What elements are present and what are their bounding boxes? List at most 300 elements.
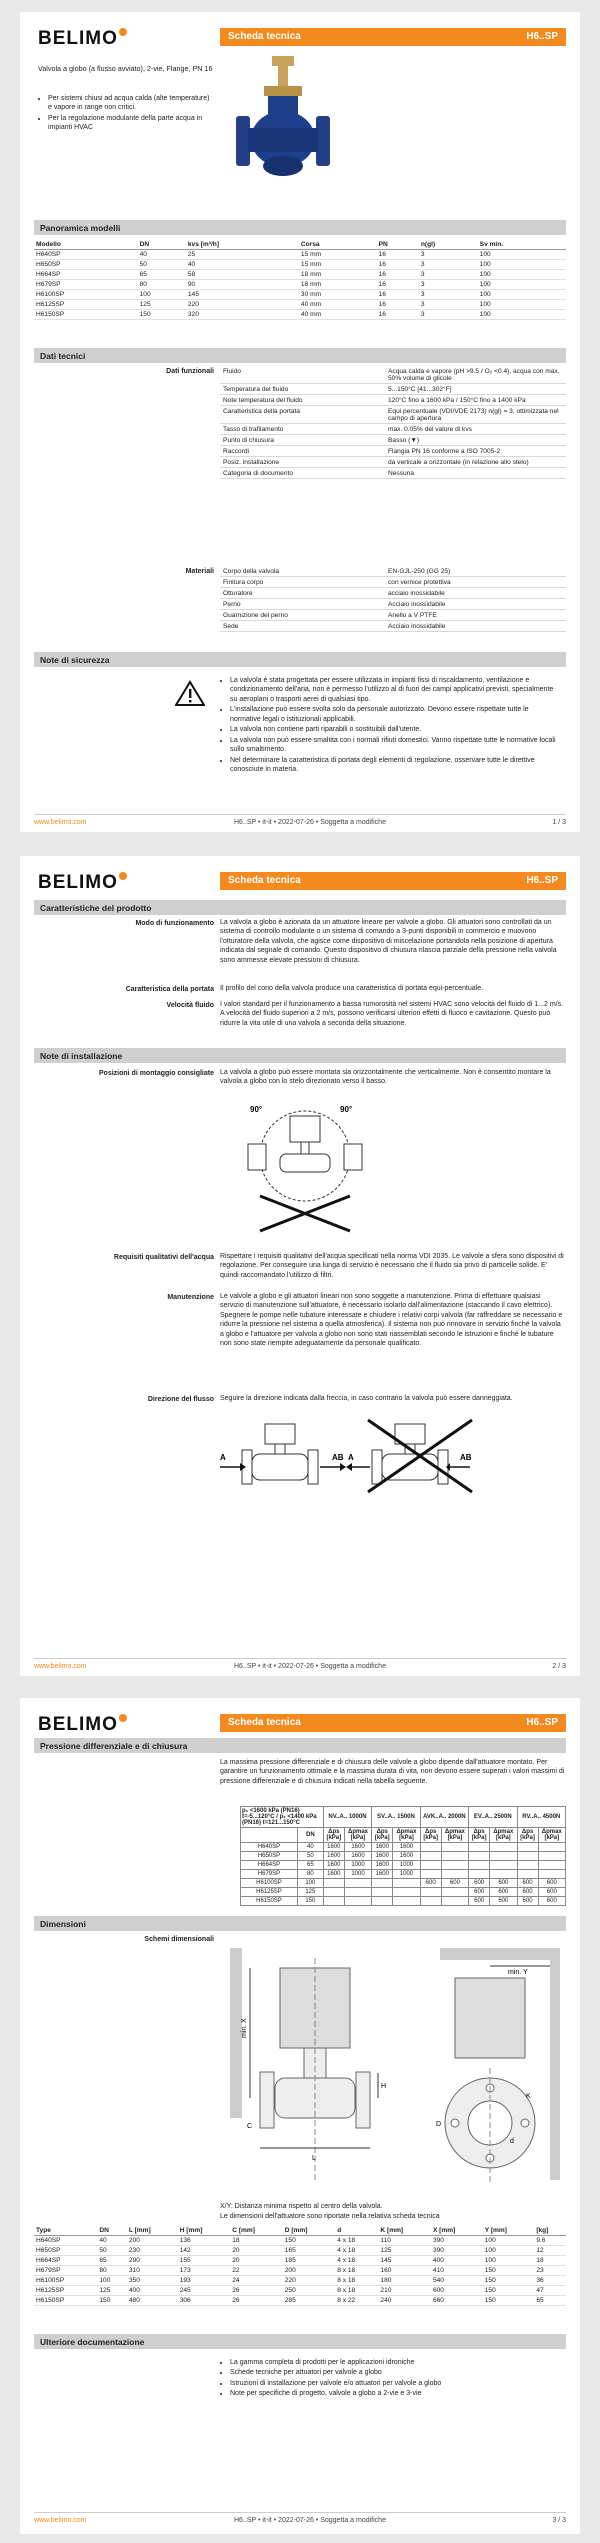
table-cell: 3 — [419, 250, 478, 260]
table-cell — [323, 1879, 344, 1888]
table-cell: H640SP — [34, 2236, 97, 2246]
table-row — [241, 1843, 566, 1852]
column-header: Modello — [34, 240, 138, 250]
column-header: Type — [34, 2226, 97, 2236]
table-cell: 173 — [178, 2266, 231, 2276]
actuator-header: AVK..A.. 2000N — [420, 1807, 468, 1828]
pressure-table — [240, 1806, 566, 1906]
dim-label-c: C — [247, 2123, 253, 2130]
subcolumn-header: Δpmax [kPa] — [344, 1828, 371, 1843]
table-cell: 40 — [97, 2236, 127, 2246]
table-cell: 155 — [178, 2256, 231, 2266]
table-cell: Sede — [220, 621, 385, 632]
table-cell: 185 — [283, 2256, 336, 2266]
table-cell: 3 — [419, 280, 478, 290]
table-cell: Anello a V PTFE — [385, 610, 566, 621]
column-header: DN — [97, 2226, 127, 2236]
table-cell — [517, 1861, 538, 1870]
table-cell: 1600 — [323, 1852, 344, 1861]
dim-label-d-outer: D — [436, 2121, 442, 2128]
table-cell: H6150SP — [34, 2296, 97, 2306]
subcolumn-header: Δps [kPa] — [372, 1828, 393, 1843]
feature-text: Il profilo del cono della valvola produce una caratteristica di portata equi-percentuale. — [220, 985, 484, 992]
table-cell: H640SP — [241, 1843, 298, 1852]
table-cell: Punto di chiusura — [220, 435, 385, 446]
dim-label-k: K — [526, 2093, 531, 2100]
table-cell: 1600 — [372, 1861, 393, 1870]
table-cell — [393, 1879, 420, 1888]
column-header: L [mm] — [127, 2226, 178, 2236]
table-cell: 1000 — [393, 1861, 420, 1870]
table-cell — [420, 1870, 441, 1879]
table-cell: Posiz. installazione — [220, 457, 385, 468]
table-cell: 290 — [127, 2256, 178, 2266]
table-cell: Categoria di documento — [220, 468, 385, 479]
install-label: Direzione del flusso — [147, 1396, 214, 1403]
table-cell: 100 — [478, 310, 566, 320]
table-cell — [538, 1861, 565, 1870]
table-cell — [517, 1870, 538, 1879]
table-cell: H679SP — [34, 280, 138, 290]
table-cell: 3 — [419, 300, 478, 310]
table-cell: 30 mm — [299, 290, 377, 300]
table-cell: 3 — [419, 290, 478, 300]
table-cell — [323, 1897, 344, 1906]
table-cell — [441, 1897, 468, 1906]
table-cell: 125 — [138, 300, 186, 310]
table-row — [241, 1888, 566, 1897]
belimo-logo: BELIMO — [38, 1714, 127, 1736]
actuator-header: SV..A.. 1500N — [372, 1807, 420, 1828]
column-header: [kg] — [534, 2226, 566, 2236]
table-cell — [372, 1888, 393, 1897]
table-cell: 8 x 18 — [335, 2276, 378, 2286]
belimo-logo: BELIMO — [38, 872, 127, 894]
table-cell: 65 — [534, 2296, 566, 2306]
pressure-conditions: p₁ <1600 kPa (PN16) t=-5...120°C / p₁ <1400 kPa (PN16) t=121...150°C — [241, 1807, 324, 1828]
column-header: K [mm] — [378, 2226, 431, 2236]
docs-list — [220, 2358, 566, 2400]
install-label: Manutenzione — [167, 1294, 214, 1301]
doc-item: • La gamma completa di prodotti per le applicazioni idroniche — [230, 2358, 566, 2367]
install-text: Rispettare i requisiti qualitativi dell'acqua specificati nella norma VDI 2035. Le valvole a sfera sono dispositivi di regolazione. Per conseguire una lunga di servizio è necessario che il fluido sia privo di particelle solide. E' quindi raccomandato l'utilizzo di filtri. — [220, 1253, 564, 1279]
table-row — [220, 406, 566, 424]
install-label: Requisiti qualitativi dell'acqua — [113, 1254, 214, 1261]
table-cell: 160 — [378, 2266, 431, 2276]
install-text: Le valvole a globo e gli attuatori lineari non sono soggette a manutenzione. Prima di effettuare qualsiasi servizio di manutenzione sull'attuatore, è necessario isolarlo dall'alimentazione (staccando il cavo elettrico). Spegnere le pompe nelle tubature interessate e chiudere i relativi corpi valvola (far raffreddare se necessario e ridurre la pressione nel sistema a quella atmosferica). Il sistema non può rinnovare in servizio finché la valvola a globo e l'attuatore per valvola a globo non sono stati riassemblati secondo le istruzioni e finché le tubature non sono state riempite adeguatamente da personale qualificato. — [220, 1293, 563, 1348]
table-cell — [344, 1897, 371, 1906]
materials-table — [220, 566, 566, 632]
table-cell: 58 — [186, 270, 299, 280]
table-cell: max. 0.05% del valore di kvs — [385, 424, 566, 435]
table-cell: 100 — [478, 290, 566, 300]
table-cell: 15 mm — [299, 250, 377, 260]
table-cell: 47 — [534, 2286, 566, 2296]
table-cell: 150 — [297, 1897, 323, 1906]
table-cell: 220 — [186, 300, 299, 310]
feature-label: Modo di funzionamento — [135, 920, 214, 927]
table-row — [34, 2276, 566, 2286]
table-row — [220, 384, 566, 395]
table-row — [220, 610, 566, 621]
table-cell: 100 — [138, 290, 186, 300]
table-cell: 9.6 — [534, 2236, 566, 2246]
table-cell: H679SP — [34, 2266, 97, 2276]
table-cell: 145 — [186, 290, 299, 300]
table-cell — [517, 1843, 538, 1852]
page-1 — [20, 12, 580, 832]
table-cell: 18 mm — [299, 280, 377, 290]
page-2 — [20, 856, 580, 1676]
table-cell: 110 — [378, 2236, 431, 2246]
subcolumn-header: Δps [kPa] — [517, 1828, 538, 1843]
table-row — [34, 2236, 566, 2246]
table-cell: Acqua calda e vapore (pH >9.5 / O₂ <0.4), acqua con max. 50% volume di glicole — [385, 366, 566, 384]
table-cell: 600 — [538, 1879, 565, 1888]
table-cell — [490, 1861, 517, 1870]
table-cell: 200 — [283, 2266, 336, 2276]
subcolumn-header: Δpmax [kPa] — [393, 1828, 420, 1843]
table-cell: 1600 — [344, 1843, 371, 1852]
table-cell: 165 — [283, 2246, 336, 2256]
table-cell: 65 — [297, 1861, 323, 1870]
table-cell: Perno — [220, 599, 385, 610]
table-cell: 600 — [490, 1897, 517, 1906]
table-cell — [441, 1870, 468, 1879]
table-cell — [420, 1888, 441, 1897]
column-header: n(gl) — [419, 240, 478, 250]
product-bullet: • Per la regolazione modulante della parte acqua in impianti HVAC — [48, 114, 213, 133]
table-cell: 8 x 18 — [335, 2266, 378, 2276]
table-cell: 150 — [483, 2276, 535, 2286]
table-cell: 5...150°C [41...302°F] — [385, 384, 566, 395]
table-row — [34, 290, 566, 300]
table-cell — [323, 1888, 344, 1897]
table-cell: 1600 — [372, 1843, 393, 1852]
table-cell: 8 x 22 — [335, 2296, 378, 2306]
table-cell: Caratteristica della portata — [220, 406, 385, 424]
dimensions-table — [34, 2226, 566, 2306]
features-heading: Caratteristiche del prodotto — [34, 900, 566, 915]
table-cell: 600 — [469, 1879, 490, 1888]
table-row — [220, 424, 566, 435]
table-cell: 310 — [127, 2266, 178, 2276]
table-cell: H664SP — [34, 270, 138, 280]
table-cell: 100 — [478, 250, 566, 260]
table-cell: H6100SP — [241, 1879, 298, 1888]
functional-label: Dati funzionali — [166, 368, 214, 375]
doc-item: • Note per specifiche di progetto, valvole a globo a 2-vie e 3-vie — [230, 2389, 566, 2398]
subcolumn-header: Δps [kPa] — [469, 1828, 490, 1843]
table-cell: 100 — [297, 1879, 323, 1888]
table-cell: 65 — [97, 2256, 127, 2266]
mounting-positions-diagram — [230, 1096, 380, 1236]
table-row — [220, 577, 566, 588]
flow-label-ab: AB — [332, 1453, 344, 1462]
table-cell: 40 mm — [299, 300, 377, 310]
table-cell — [469, 1852, 490, 1861]
table-row — [34, 300, 566, 310]
dimension-drawing — [220, 1948, 566, 2198]
table-cell: 1600 — [393, 1852, 420, 1861]
table-cell: Note temperatura del fluido — [220, 395, 385, 406]
table-cell: Flangia PN 16 conforme a ISO 7005-2 — [385, 446, 566, 457]
table-cell: EN-GJL-250 (GG 25) — [385, 566, 566, 577]
table-row — [241, 1870, 566, 1879]
table-cell: 230 — [127, 2246, 178, 2256]
table-cell — [538, 1852, 565, 1861]
table-cell: 400 — [127, 2286, 178, 2296]
footer-2: www.belimo.com H6..SP • it-it • 2022-07-26 • Soggetta a modifiche 2 / 3 — [34, 1658, 566, 1670]
table-cell: 26 — [230, 2286, 283, 2296]
column-header: kvs [m³/h] — [186, 240, 299, 250]
footer-3: www.belimo.com H6..SP • it-it • 2022-07-26 • Soggetta a modifiche 3 / 3 — [34, 2512, 566, 2524]
table-cell: 12 — [534, 2246, 566, 2256]
table-row — [220, 366, 566, 384]
table-cell: 16 — [377, 280, 419, 290]
blank-cell — [241, 1828, 298, 1843]
table-cell: 1000 — [344, 1870, 371, 1879]
table-cell: 16 — [377, 260, 419, 270]
install-text: La valvola a globo può essere montata sia orizzontalmente che verticalmente. Non è consentito montare la valvola a globo con lo stelo direzionato verso il basso. — [220, 1069, 551, 1086]
table-cell: 600 — [420, 1879, 441, 1888]
table-cell — [344, 1879, 371, 1888]
table-row — [34, 260, 566, 270]
table-cell: 1600 — [323, 1870, 344, 1879]
table-cell: 100 — [478, 260, 566, 270]
table-cell: 90 — [186, 280, 299, 290]
table-cell: 40 mm — [299, 310, 377, 320]
table-cell: H679SP — [241, 1870, 298, 1879]
column-header: D [mm] — [283, 2226, 336, 2236]
subcolumn-header: Δpmax [kPa] — [441, 1828, 468, 1843]
table-row — [34, 2296, 566, 2306]
table-cell — [393, 1888, 420, 1897]
safety-item: • Nel determinare la caratteristica di portata degli elementi di regolazione, osservare tutte le direttive conosciute in materia. — [230, 756, 560, 775]
dimensions-heading: Dimensioni — [34, 1916, 566, 1931]
table-cell — [393, 1897, 420, 1906]
table-cell: 100 — [483, 2246, 535, 2256]
table-cell: 36 — [534, 2276, 566, 2286]
feature-label: Caratteristica della portata — [125, 986, 214, 993]
table-cell: 306 — [178, 2296, 231, 2306]
flow-label-a: A — [220, 1453, 226, 1462]
table-cell: 24 — [230, 2276, 283, 2286]
table-cell: 540 — [431, 2276, 483, 2286]
table-cell — [441, 1852, 468, 1861]
flow-label-ab: AB — [460, 1453, 472, 1462]
table-cell: 600 — [490, 1879, 517, 1888]
angle-right: 90° — [340, 1105, 353, 1114]
tech-heading: Dati tecnici — [34, 348, 566, 363]
table-cell: 1000 — [393, 1870, 420, 1879]
table-cell: 660 — [431, 2296, 483, 2306]
table-cell: 50 — [97, 2246, 127, 2256]
table-cell — [441, 1843, 468, 1852]
table-cell — [469, 1843, 490, 1852]
table-cell: Fluido — [220, 366, 385, 384]
table-cell: 1600 — [372, 1870, 393, 1879]
table-cell: 22 — [230, 2266, 283, 2276]
table-cell: 390 — [431, 2236, 483, 2246]
subcolumn-header: Δps [kPa] — [323, 1828, 344, 1843]
table-cell: 245 — [178, 2286, 231, 2296]
dimensions-note-2: Le dimensioni dell'attuatore sono riportate nella relativa scheda tecnica — [220, 2213, 440, 2220]
table-cell: H650SP — [241, 1852, 298, 1861]
table-cell: 80 — [97, 2266, 127, 2276]
table-cell: H650SP — [34, 260, 138, 270]
table-cell: H6125SP — [34, 2286, 97, 2296]
table-cell: 350 — [127, 2276, 178, 2286]
table-cell: 20 — [230, 2256, 283, 2266]
install-label: Posizioni di montaggio consigliate — [98, 1070, 214, 1077]
table-row — [220, 621, 566, 632]
table-cell: 16 — [377, 250, 419, 260]
table-cell: 150 — [283, 2236, 336, 2246]
table-row — [34, 250, 566, 260]
table-cell: 400 — [431, 2256, 483, 2266]
table-cell: 65 — [138, 270, 186, 280]
table-cell: Nessuna — [385, 468, 566, 479]
table-cell: 1600 — [372, 1852, 393, 1861]
table-cell — [490, 1843, 517, 1852]
table-row — [34, 2266, 566, 2276]
table-cell: 25 — [186, 250, 299, 260]
table-cell: H664SP — [34, 2256, 97, 2266]
table-cell — [538, 1843, 565, 1852]
table-cell: acciaio inossidabile — [385, 588, 566, 599]
table-cell: 16 — [377, 290, 419, 300]
table-row — [34, 280, 566, 290]
table-cell: 200 — [127, 2236, 178, 2246]
table-cell: 600 — [490, 1888, 517, 1897]
table-cell: H6125SP — [241, 1888, 298, 1897]
table-cell: H6150SP — [241, 1897, 298, 1906]
table-cell: Corpo della valvola — [220, 566, 385, 577]
safety-item: • L'installazione può essere svolta solo da personale autorizzato. Devono essere rispettate tutte le normative legali o istituzionali applicabili. — [230, 705, 560, 724]
safety-list — [220, 676, 560, 775]
table-row — [34, 2246, 566, 2256]
table-cell: 3 — [419, 310, 478, 320]
table-cell — [420, 1861, 441, 1870]
dim-label-h: H — [381, 2083, 387, 2090]
header-bar: Scheda tecnica H6..SP — [220, 872, 566, 890]
column-header: C [mm] — [230, 2226, 283, 2236]
table-cell: 1000 — [344, 1861, 371, 1870]
column-header: Corsa — [299, 240, 377, 250]
table-row — [241, 1897, 566, 1906]
flow-direction-diagram — [220, 1416, 480, 1496]
footer-1: www.belimo.com H6..SP • it-it • 2022-07-26 • Soggetta a modifiche 1 / 3 — [34, 814, 566, 826]
table-cell: 100 — [97, 2276, 127, 2286]
product-bullet: • Per sistemi chiusi ad acqua calda (alte temperature) e vapore in range non critici. — [48, 94, 213, 113]
table-row — [34, 2286, 566, 2296]
valve-image — [230, 54, 340, 194]
product-bullets — [38, 94, 213, 134]
table-cell: 15 mm — [299, 260, 377, 270]
table-row — [34, 2256, 566, 2266]
column-header: PN — [377, 240, 419, 250]
table-cell: 210 — [378, 2286, 431, 2296]
overview-table — [34, 240, 566, 320]
table-cell: Acciaio inossidabile — [385, 599, 566, 610]
table-cell: 50 — [138, 260, 186, 270]
pressure-heading: Pressione differenziale e di chiusura — [34, 1738, 566, 1753]
table-cell: 600 — [441, 1879, 468, 1888]
table-cell: H6100SP — [34, 2276, 97, 2286]
table-cell: 100 — [478, 280, 566, 290]
table-cell: 145 — [378, 2256, 431, 2266]
dim-label-min-y: min. Y — [508, 1969, 528, 1976]
table-cell — [420, 1897, 441, 1906]
subcolumn-header: Δpmax [kPa] — [538, 1828, 565, 1843]
subcolumn-header: Δps [kPa] — [420, 1828, 441, 1843]
doc-item: • Istruzioni di installazione per valvole e/o attuatori per valvole a globo — [230, 2379, 566, 2388]
table-cell: 150 — [97, 2296, 127, 2306]
table-cell: 1600 — [323, 1843, 344, 1852]
table-cell: 600 — [517, 1879, 538, 1888]
install-text: Seguire la direzione indicata dalla freccia, in caso contrario la valvola può essere danneggiata. — [220, 1395, 513, 1402]
table-cell: H664SP — [241, 1861, 298, 1870]
table-cell: Basso (▼) — [385, 435, 566, 446]
table-cell: 150 — [483, 2296, 535, 2306]
dimensions-sub: Schemi dimensionali — [144, 1936, 214, 1943]
table-cell: 18 mm — [299, 270, 377, 280]
table-cell: 150 — [483, 2286, 535, 2296]
actuator-header: RV..A.. 4500N — [517, 1807, 566, 1828]
safety-item: • La valvola non contiene parti riparabili o sostituibili dall'utente. — [230, 725, 560, 734]
actuator-header: EV..A.. 2500N — [469, 1807, 517, 1828]
table-cell — [344, 1888, 371, 1897]
table-cell — [469, 1861, 490, 1870]
table-cell: 100 — [478, 270, 566, 280]
table-cell: 20 — [230, 2246, 283, 2256]
table-cell: 40 — [186, 260, 299, 270]
table-row — [220, 446, 566, 457]
table-cell — [538, 1870, 565, 1879]
safety-item: • La valvola non può essere smaltita con i normali rifiuti domestici. Vanno rispettate tutte le normative locali sullo smaltimento. — [230, 736, 560, 755]
table-cell: 125 — [378, 2246, 431, 2256]
column-header: X [mm] — [431, 2226, 483, 2236]
table-cell: con vernice protettiva — [385, 577, 566, 588]
table-row — [241, 1861, 566, 1870]
table-cell: 120°C fino a 1600 kPa / 150°C fino a 1400 kPa — [385, 395, 566, 406]
table-cell: 600 — [469, 1897, 490, 1906]
table-cell: Temperatura del fluido — [220, 384, 385, 395]
table-cell: H6150SP — [34, 310, 138, 320]
feature-text: La valvola a globo è azionata da un attuatore lineare per valvole a globo. Gli attuatori sono controllati da un sistema di controllo modulante o un sistema di comando a 3-punti disponibili in commercio e muovono l'otturatore della valvola, che agisce come dispositivo di miscelazione portandola nella posizione di apertura indicata dal segnale di comando. Questo dispositivo di chiusura rilascia parziale della pressione nella valvola sono ammesse elevate pressioni di chiusura. — [220, 919, 557, 964]
table-cell: 150 — [483, 2266, 535, 2276]
table-cell: Raccordi — [220, 446, 385, 457]
table-cell — [441, 1888, 468, 1897]
table-cell: 600 — [469, 1888, 490, 1897]
table-cell: 40 — [138, 250, 186, 260]
table-cell: Acciaio inossidabile — [385, 621, 566, 632]
table-cell: 16 — [377, 300, 419, 310]
table-cell: 600 — [538, 1897, 565, 1906]
table-row — [220, 457, 566, 468]
page-3 — [20, 1698, 580, 2534]
dim-label-l: L — [312, 2155, 316, 2162]
table-cell: 100 — [478, 300, 566, 310]
table-row — [220, 599, 566, 610]
table-cell: 136 — [178, 2236, 231, 2246]
table-cell: 23 — [534, 2266, 566, 2276]
pressure-text: La massima pressione differenziale e di chiusura delle valvole a globo dipende dall'attuatore montato. Per garantire un funzionamento ottimale e la massima durata di vita, non devono essere superati i valori massimi di pressione differenziale e di chiusura indicati nella tabella seguente. — [220, 1759, 565, 1785]
flow-label-a: A — [348, 1453, 354, 1462]
table-row — [220, 435, 566, 446]
table-cell: 1600 — [344, 1852, 371, 1861]
